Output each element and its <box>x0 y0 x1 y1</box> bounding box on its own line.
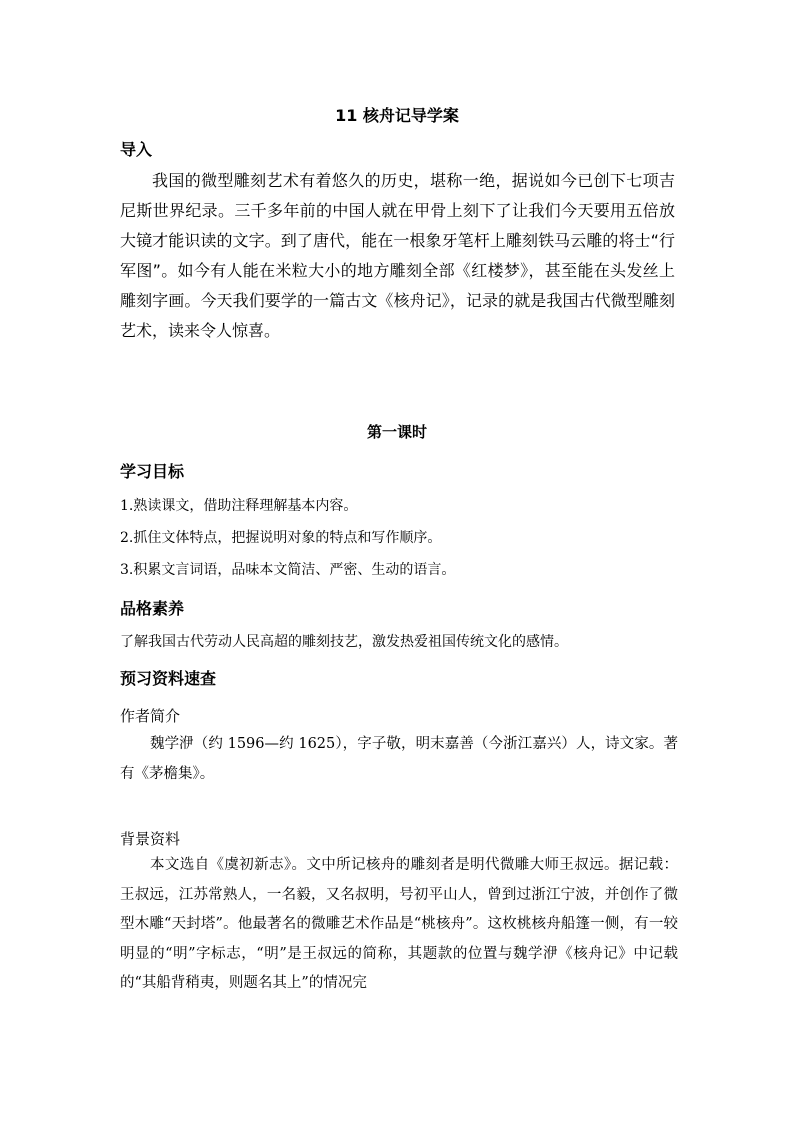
intro-heading: 导入 <box>120 140 153 159</box>
goals-heading: 学习目标 <box>120 462 185 481</box>
author-heading: 作者简介 <box>120 707 181 725</box>
page-title: 11 核舟记导学案 <box>335 106 459 125</box>
goal-item-3: 3.积累文言词语，品味本文简洁、严密、生动的语言。 <box>120 562 456 578</box>
lesson-title: 第一课时 <box>366 423 427 441</box>
preview-heading: 预习资料速查 <box>120 669 217 688</box>
character-heading: 品格素养 <box>120 599 185 618</box>
background-text: 本文选自《虞初新志》。文中所记核舟的雕刻者是明代微雕大师王叔远。据记载：王叔远，江苏常熟人，一名毅，又名叔明，号初平山人，曾到过浙江宁波，并创作了微型木雕“天封塔”。他最著名的微雕艺术作品是“桃核舟”。这枚桃核舟船篷一侧，有一较明显的“明”字标志，“明”是王叔远的简称，其题款的位置与魏学洢《核舟记》中记载的“其船背稍夷，则题名其上”的情况完 <box>120 857 678 991</box>
goal-item-1: 1.熟读课文，借助注释理解基本内容。 <box>120 498 358 514</box>
goal-item-2: 2.抓住文体特点，把握说明对象的特点和写作顺序。 <box>120 530 442 546</box>
intro-paragraph: 我国的微型雕刻艺术有着悠久的历史，堪称一绝，据说如今已创下七项吉尼斯世界纪录。三千多年前的中国人就在甲骨上刻下了让我们今天要用五倍放大镜才能识读的文字。到了唐代，能在一根象牙笔杆上雕刻铁马云雕的将士“行军图”。如今有人能在米粒大小的地方雕刻全部《红楼梦》，甚至能在头发丝上雕刻字画。今天我们要学的一篇古文《核舟记》，记录的就是我国古代微型雕刻艺术，读来令人惊喜。 <box>120 171 675 340</box>
character-text: 了解我国古代劳动人民高超的雕刻技艺，激发热爱祖国传统文化的感情。 <box>120 634 568 650</box>
background-heading: 背景资料 <box>120 830 181 848</box>
author-text: 魏学洢（约 1596—约 1625），字子敬，明末嘉善（今浙江嘉兴）人，诗文家。著有《茅檐集》。 <box>120 736 678 782</box>
